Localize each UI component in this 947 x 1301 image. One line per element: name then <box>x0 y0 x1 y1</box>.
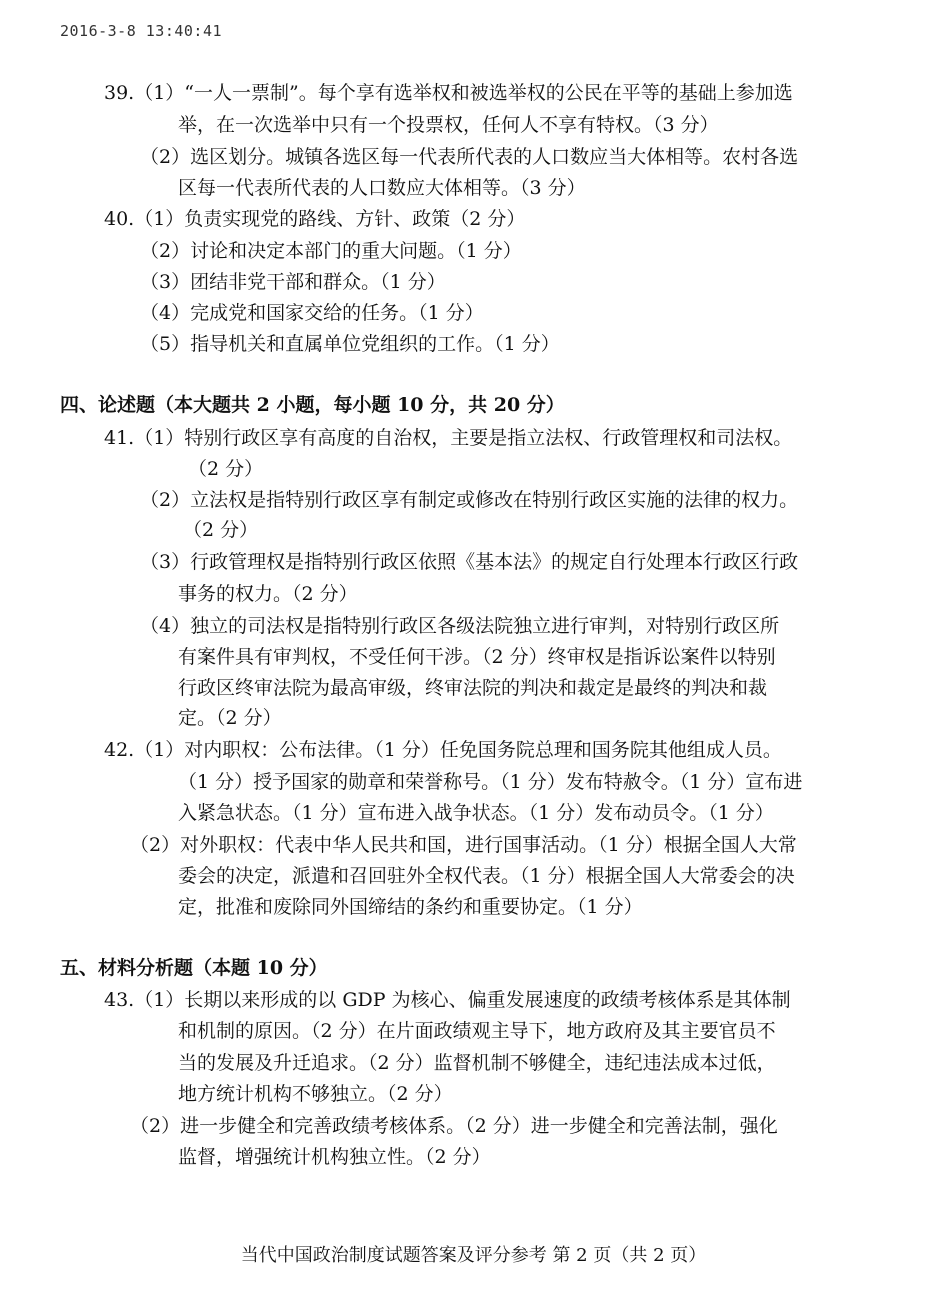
answer-line: （1 分）授予国家的勋章和荣誉称号。（1 分）发布特赦令。（1 分）宣布进 <box>178 771 803 793</box>
answer-line: （2 分） <box>188 458 264 480</box>
answer-line: 入紧急状态。（1 分）宣布进入战争状态。（1 分）发布动员令。（1 分） <box>178 802 774 824</box>
answer-line: （2）讨论和决定本部门的重大问题。（1 分） <box>140 240 522 262</box>
answer-line: 举，在一次选举中只有一个投票权，任何人不享有特权。（3 分） <box>178 114 719 136</box>
answer-line: 和机制的原因。（2 分）在片面政绩观主导下，地方政府及其主要官员不 <box>178 1020 776 1042</box>
answer-line: 43.（1）长期以来形成的以 GDP 为核心、偏重发展速度的政绩考核体系是其体制 <box>104 989 791 1011</box>
answer-line: 42.（1）对内职权：公布法律。（1 分）任免国务院总理和国务院其他组成人员。 <box>104 739 782 761</box>
answer-line: 有案件具有审判权，不受任何干涉。（2 分）终审权是指诉讼案件以特别 <box>178 646 776 668</box>
answer-line: （2）立法权是指特别行政区享有制定或修改在特别行政区实施的法律的权力。 <box>140 489 799 511</box>
answer-line: 行政区终审法院为最高审级，终审法院的判决和裁定是最终的判决和裁 <box>178 677 768 699</box>
section-heading: 五、材料分析题（本题 10 分） <box>60 957 328 979</box>
scan-timestamp: 2016-3-8 13:40:41 <box>60 22 223 40</box>
answer-line: （2）进一步健全和完善政绩考核体系。（2 分）进一步健全和完善法制，强化 <box>130 1115 778 1137</box>
section-heading: 四、论述题（本大题共 2 小题，每小题 10 分，共 20 分） <box>60 394 565 416</box>
answer-line: （2）对外职权：代表中华人民共和国，进行国事活动。（1 分）根据全国人大常 <box>130 834 797 856</box>
answer-line: （2 分） <box>183 519 259 541</box>
answer-line: （4）独立的司法权是指特别行政区各级法院独立进行审判，对特别行政区所 <box>140 615 780 637</box>
answer-line: 委会的决定，派遣和召回驻外全权代表。（1 分）根据全国人大常委会的决 <box>178 865 795 887</box>
answer-line: 39.（1）“一人一票制”。每个享有选举权和被选举权的公民在平等的基础上参加选 <box>104 82 793 104</box>
answer-line: 41.（1）特别行政区享有高度的自治权，主要是指立法权、行政管理权和司法权。 <box>104 427 793 449</box>
answer-line: 监督，增强统计机构独立性。（2 分） <box>178 1146 491 1168</box>
answer-line: 定。（2 分） <box>178 707 282 729</box>
answer-line: （5）指导机关和直属单位党组织的工作。（1 分） <box>140 333 560 355</box>
answer-line: 地方统计机构不够独立。（2 分） <box>178 1083 453 1105</box>
answer-line: 定，批准和废除同外国缔结的条约和重要协定。（1 分） <box>178 896 643 918</box>
answer-line: 当的发展及升迁追求。（2 分）监督机制不够健全，违纪违法成本过低， <box>178 1052 776 1074</box>
answer-line: 40.（1）负责实现党的路线、方针、政策（2 分） <box>104 208 526 230</box>
answer-line: （2）选区划分。城镇各选区每一代表所代表的人口数应当大体相等。农村各选 <box>140 146 799 168</box>
answer-line: 区每一代表所代表的人口数应大体相等。（3 分） <box>178 177 586 199</box>
answer-line: 事务的权力。（2 分） <box>178 583 358 605</box>
answer-line: （3）行政管理权是指特别行政区依照《基本法》的规定自行处理本行政区行政 <box>140 551 799 573</box>
answer-line: （4）完成党和国家交给的任务。（1 分） <box>140 302 484 324</box>
answer-line: （3）团结非党干部和群众。（1 分） <box>140 271 446 293</box>
page-footer: 当代中国政治制度试题答案及评分参考 第 2 页（共 2 页） <box>240 1245 707 1266</box>
